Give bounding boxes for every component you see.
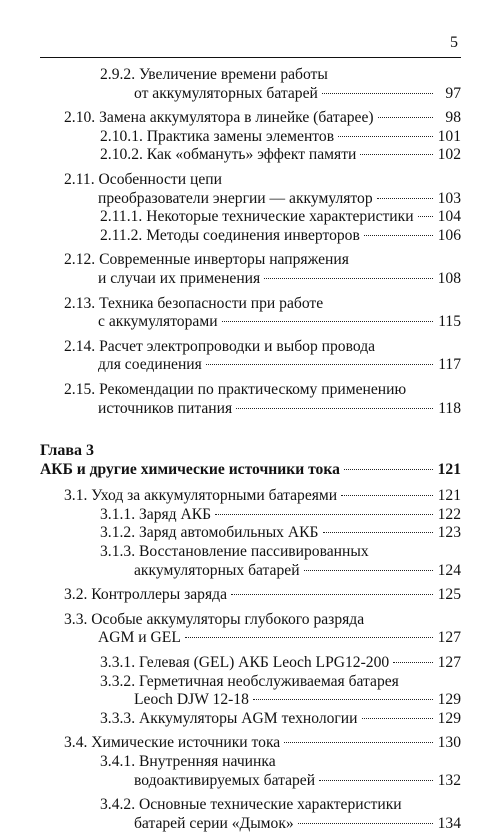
toc-entry-text: 2.12. Современные инверторы напряжения [64,251,349,269]
dot-leader [284,742,433,743]
dot-leader [298,823,433,824]
toc-entry [40,400,461,419]
toc-entry-text: АКБ и другие химические источники тока [40,460,340,478]
dot-leader [253,699,433,700]
chapter-title-entry [40,461,461,480]
toc-entry-page: 129 [437,709,461,727]
toc-entry-page: 127 [437,629,461,647]
toc-entry-page: 104 [437,208,461,226]
toc-entry-page: 121 [437,460,461,478]
toc-entry-text: 2.9.2. Увеличение времени работы [100,66,328,83]
toc-entry-text: аккумуляторных батарей [134,561,300,579]
toc-entry-text: 3.4.1. Внутренняя начинка [100,753,276,770]
toc-entry-text: 2.11.1. Некоторые технические характеристики [100,208,414,226]
toc-entry-text: 2.15. Рекомендации по практическому применению [64,380,407,398]
dot-leader [264,278,433,279]
dot-leader [364,235,433,236]
table-of-contents [40,66,461,833]
toc-entry-text: 3.2. Контроллеры заряда [64,586,228,604]
toc-entry [40,772,461,791]
toc-entry-page: 125 [437,586,461,604]
toc-entry-text: 2.10. Замена аккумулятора в линейке (батарее) [64,109,374,127]
dot-leader [341,495,433,496]
toc-entry [40,208,461,227]
toc-entry-text: источников питания [98,399,233,417]
toc-entry-text: 3.1.1. Заряд АКБ [100,505,212,523]
toc-entry-text: AGM и GEL [98,629,181,647]
dot-leader [360,154,433,155]
toc-entry-text: 2.11.2. Методы соединения инверторов [100,226,360,244]
toc-entry-text: 3.3. Особые аккумуляторы глубокого разряда [64,610,365,628]
toc-entry [40,586,461,605]
dot-leader [319,780,433,781]
toc-entry [40,487,461,506]
toc-entry [40,171,461,190]
toc-entry [40,356,461,375]
toc-entry-text: 2.13. Техника безопасности при работе [64,294,324,312]
toc-entry [40,654,461,673]
toc-entry-page: 123 [437,524,461,542]
toc-entry-page: 115 [438,313,461,331]
toc-entry-text: 3.1.2. Заряд автомобильных АКБ [100,524,319,542]
toc-entry-text: 3.3.3. Аккумуляторы AGM технологии [100,709,358,727]
toc-entry [40,543,461,562]
toc-entry-page: 106 [437,226,461,244]
toc-entry-page: 122 [437,505,461,523]
toc-entry-page: 103 [437,189,461,207]
page-number: 5 [450,34,458,51]
toc-entry-text: 2.10.1. Практика замены элементов [100,127,335,145]
toc-entry-page: 129 [437,691,461,709]
toc-entry [40,146,461,165]
toc-entry [40,85,461,104]
toc-entry [40,295,461,314]
toc-entry-page: 97 [445,84,461,102]
dot-leader [185,637,433,638]
dot-leader [344,469,433,470]
dot-leader [362,718,434,719]
toc-entry [40,691,461,710]
toc-entry-page: 102 [437,146,461,164]
toc-entry [40,506,461,525]
toc-entry-page: 130 [437,734,461,752]
dot-leader [338,136,433,137]
toc-entry [40,109,461,128]
dot-leader [215,514,433,515]
toc-entry [40,66,461,85]
toc-entry-text: 3.3.1. Гелевая (GEL) АКБ Leoch LPG12-200 [100,654,390,672]
toc-entry-text: от аккумуляторных батарей [134,84,318,102]
header-rule [40,57,461,58]
dot-leader [418,216,433,217]
dot-leader [377,198,433,199]
toc-entry [40,313,461,332]
toc-entry-text: для соединения [98,356,202,374]
toc-entry [40,270,461,289]
chapter-label: Глава 3 [40,442,94,460]
toc-entry [40,338,461,357]
toc-entry [40,562,461,581]
toc-entry [40,381,461,400]
dot-leader [236,408,433,409]
toc-entry-page: 132 [437,771,461,789]
toc-entry [40,796,461,815]
dot-leader [304,570,433,571]
toc-entry-text: водоактивируемых батарей [134,771,316,789]
toc-entry-page: 118 [438,399,461,417]
toc-entry [40,251,461,270]
toc-entry [40,629,461,648]
dot-leader [323,532,434,533]
toc-entry [40,753,461,772]
toc-entry-text: 3.1.3. Восстановление пассивированных [100,543,369,561]
spacer [40,418,461,442]
toc-entry [40,611,461,630]
toc-entry [40,227,461,246]
toc-entry-page: 127 [437,654,461,672]
dot-leader [393,662,433,663]
toc-entry-text: 2.14. Расчет электропроводки и выбор провода [64,337,376,355]
dot-leader [222,321,433,322]
toc-entry-page: 134 [437,814,461,832]
toc-entry-page: 98 [445,109,461,127]
toc-entry-text: 3.1. Уход за аккумуляторными батареями [64,487,338,505]
toc-entry-page: 121 [437,487,461,505]
toc-entry-text: и случаи их применения [98,269,261,287]
spacer [40,479,461,487]
toc-entry [40,710,461,729]
toc-entry-page: 101 [437,127,461,145]
toc-entry-text: Leoch DJW 12-18 [134,691,249,709]
toc-entry [40,190,461,209]
dot-leader [322,93,433,94]
toc-entry [40,524,461,543]
toc-entry-text: преобразователи энергии — аккумулятор [98,189,373,207]
toc-entry-text: 3.3.2. Герметичная необслуживаемая батарея [100,672,399,690]
toc-entry-text: 3.4. Химические источники тока [64,734,281,752]
toc-entry-page: 124 [437,561,461,579]
toc-entry-page: 117 [438,356,461,374]
toc-entry-text: батарей серии «Дымок» [134,814,294,832]
toc-entry-text: 2.10.2. Как «обмануть» эффект памяти [100,146,357,164]
toc-entry-text: 2.11. Особенности цепи [64,170,222,188]
toc-entry-text: с аккумуляторами [98,313,218,331]
dot-leader [378,117,433,118]
dot-leader [231,594,433,595]
toc-entry [40,673,461,692]
toc-entry [40,128,461,147]
toc-entry [40,734,461,753]
toc-entry-page: 108 [437,269,461,287]
dot-leader [206,364,433,365]
toc-entry [40,815,461,833]
toc-entry-text: 3.4.2. Основные технические характеристики [100,796,402,814]
